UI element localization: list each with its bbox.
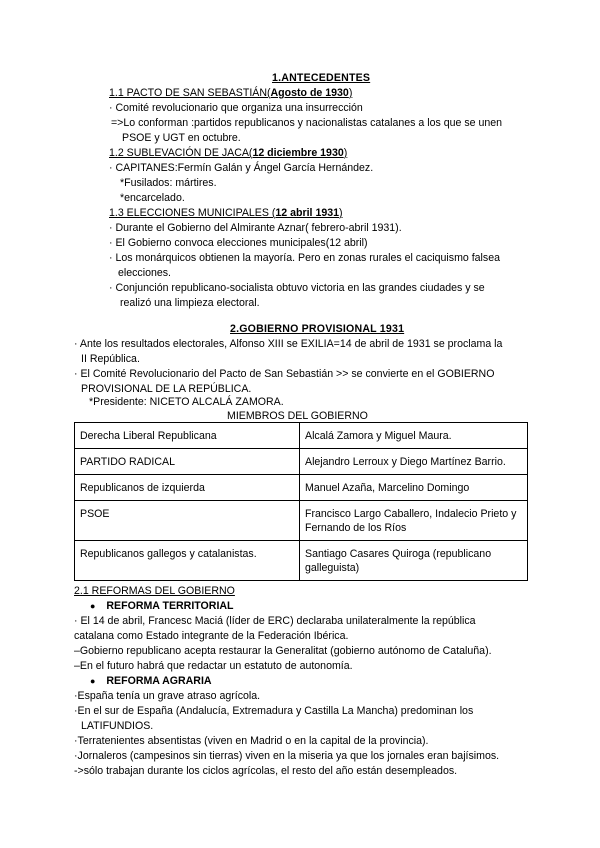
text-line: catalana como Estado integrante de la Federación Ibérica. (74, 630, 349, 642)
text-line: –En el futuro habrá que redactar un estatuto de autonomía. (74, 660, 353, 672)
government-members-table (74, 422, 528, 581)
party-cell: Republicanos de izquierda (75, 475, 300, 501)
table-caption: MIEMBROS DEL GOBIERNO (227, 410, 368, 422)
subsection-1-3-heading (109, 206, 343, 221)
subsection-1-3-date: 12 abril 1931 (275, 207, 340, 219)
text-line: II República. (81, 353, 140, 365)
text-line: · El 14 de abril, Francesc Maciá (líder de ERC) declaraba unilateralmente la república (74, 615, 476, 627)
members-cell: Francisco Largo Caballero, Indalecio Prieto y Fernando de los Ríos (300, 501, 528, 541)
bullet-icon: ● (90, 676, 96, 686)
reform-territorial-heading (90, 599, 234, 614)
table-row (75, 423, 528, 449)
text-line: PROVISIONAL DE LA REPÚBLICA. (81, 383, 252, 395)
subsection-1-2-label: 1.2 SUBLEVACIÓN DE JACA( (109, 147, 253, 159)
subsection-1-1-label: 1.1 PACTO DE SAN SEBASTIÁN( (109, 87, 271, 99)
text-line: ·España tenía un grave atraso agrícola. (74, 690, 261, 702)
subsection-1-2-heading (109, 146, 347, 161)
party-cell: Republicanos gallegos y catalanistas. (75, 541, 300, 581)
members-cell: Manuel Azaña, Marcelino Domingo (300, 475, 528, 501)
text-line: =>Lo conforman :partidos republicanos y nacionalistas catalanes a los que se unen (111, 117, 503, 129)
text-line: · Los monárquicos obtienen la mayoría. Pero en zonas rurales el caciquismo falsea (109, 252, 500, 264)
reform-agraria-heading (90, 674, 212, 689)
text-line: ·Terratenientes absentistas (viven en Madrid o en la capital de la provincia). (74, 735, 429, 747)
text-line: · Comité revolucionario que organiza una insurrección (109, 102, 363, 114)
subsection-1-3-label: 1.3 ELECCIONES MUNICIPALES ( (109, 207, 276, 219)
section-2-title: 2.GOBIERNO PROVISIONAL 1931 (230, 323, 405, 335)
subsection-1-2-close: ) (343, 147, 348, 159)
text-line: –Gobierno republicano acepta restaurar la Generalitat (gobierno autónomo de Cataluña). (74, 645, 492, 657)
text-line: realizó una limpieza electoral. (120, 297, 260, 309)
text-line: · Conjunción republicano-socialista obtuvo victoria en las grandes ciudades y se (109, 282, 485, 294)
table-row (75, 475, 528, 501)
text-line: LATIFUNDIOS. (81, 720, 154, 732)
text-line: *Fusilados: mártires. (120, 177, 217, 189)
members-cell: Alcalá Zamora y Miguel Maura. (300, 423, 528, 449)
text-line: elecciones. (118, 267, 171, 279)
party-cell: PSOE (75, 501, 300, 541)
text-line: *encarcelado. (120, 192, 185, 204)
members-cell: Alejandro Lerroux y Diego Martínez Barrio. (300, 449, 528, 475)
table-row (75, 541, 528, 581)
reform-agraria-title: REFORMA AGRARIA (106, 675, 212, 687)
text-line: · El Gobierno convoca elecciones municipales(12 abril) (109, 237, 368, 249)
subsection-1-1-heading (109, 86, 352, 101)
table-row (75, 449, 528, 475)
text-line: · Durante el Gobierno del Almirante Aznar( febrero-abril 1931). (109, 222, 402, 234)
subsection-1-3-close: ) (339, 207, 343, 219)
text-line: ·Jornaleros (campesinos sin tierras) viven en la miseria ya que los jornales eran bajísimos. (74, 750, 500, 762)
text-line: · El Comité Revolucionario del Pacto de San Sebastián >> se convierte en el GOBIERNO (74, 368, 495, 380)
reform-territorial-title: REFORMA TERRITORIAL (106, 600, 234, 612)
bullet-icon: ● (90, 601, 96, 611)
members-cell: Santiago Casares Quiroga (republicano galleguista) (300, 541, 528, 581)
subsection-2-1-heading: 2.1 REFORMAS DEL GOBIERNO (74, 585, 235, 597)
text-line: *Presidente: NICETO ALCALÁ ZAMORA. (89, 396, 284, 408)
party-cell: Derecha Liberal Republicana (75, 423, 300, 449)
text-line: PSOE y UGT en octubre. (122, 132, 241, 144)
subsection-1-1-close: ) (348, 87, 353, 99)
subsection-1-1-date: Agosto de 1930 (270, 87, 349, 99)
text-line: · Ante los resultados electorales, Alfonso XIII se EXILIA=14 de abril de 1931 se proclama la (74, 338, 503, 350)
text-line: · CAPITANES:Fermín Galán y Ángel García Hernández. (109, 162, 374, 174)
table-row (75, 501, 528, 541)
section-1-title: 1.ANTECEDENTES (272, 72, 371, 84)
text-line: ·En el sur de España (Andalucía, Extremadura y Castilla La Mancha) predominan los (74, 705, 474, 717)
party-cell: PARTIDO RADICAL (75, 449, 300, 475)
text-line: ->sólo trabajan durante los ciclos agrícolas, el resto del año están desempleados. (74, 765, 458, 777)
subsection-1-2-date: 12 diciembre 1930 (252, 147, 344, 159)
